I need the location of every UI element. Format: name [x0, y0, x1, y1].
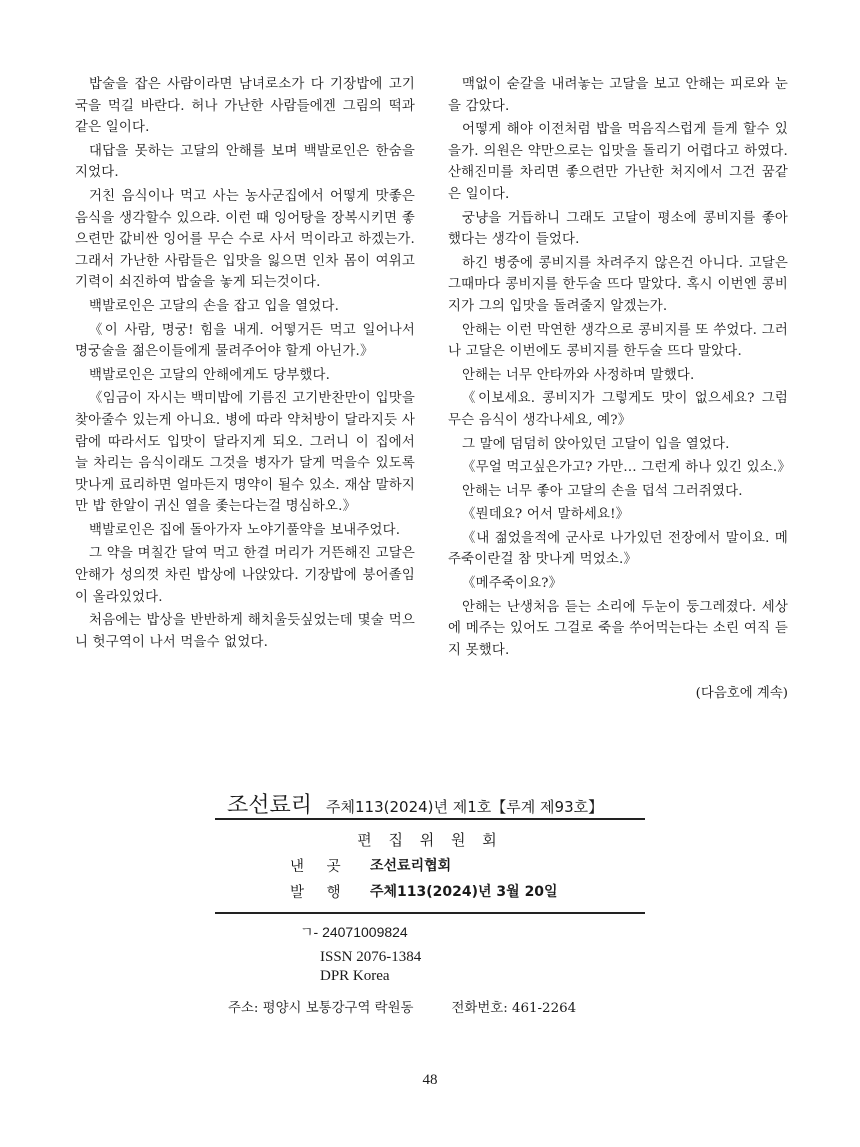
publish-date-label: 발 행: [290, 885, 350, 901]
paragraph: 거친 음식이나 먹고 사는 농사군집에서 어떻게 맛좋은 음식을 생각할수 있으랴. 이런 때 잉어탕을 장복시키면 좋으련만 값비싼 잉어를 무슨 수로 사서 먹이라고 하겠는가. 그래서 가난한 사람들은 입맛을 잃으면 인차 몸이 여위고 기력이 쇠진하여 밥술을 놓게 되는것이다.: [75, 188, 415, 291]
paragraph: 어떻게 해야 이전처럼 밥을 먹음직스럽게 들게 할수 있을가. 의원은 약만으로는 입맛을 돌리기 어렵다고 하였다. 산해진미를 차리면 좋으련만 가난한 처지에서 그건 꿈같은 일이다.: [448, 122, 788, 202]
issue-number: 주체113(2024)년 제1호【루계 제93호】: [326, 798, 604, 816]
publisher-label: 낸 곳: [290, 859, 350, 875]
page-number: 48: [422, 1072, 438, 1088]
paragraph: 그 약을 며칠간 달여 먹고 한결 머리가 거뜬해진 고달은 안해가 성의껏 차린 밥상에 나앉았다. 기장밥에 붕어졸임이 올라있었다.: [75, 546, 415, 605]
masthead: [215, 788, 645, 914]
paragraph: 백발로인은 고달의 안해에게도 당부했다.: [89, 367, 331, 383]
issn-block: [320, 948, 421, 986]
dialogue-paragraph: 《임금이 자시는 백미밥에 기름진 고기반찬만이 입맛을 찾아줄수 있는게 아니요. 병에 따라 약처방이 달라지듯 사람에 따라서도 입맛이 달라지게 되오. 그러니 이 집에서 늘 차리는 음식이래도 그것을 병자가 달게 먹을수 있도록 맛나게 료리하면 얼마든지 명약이 될수 있소. 재삼 말하지만 밥 한알이 귀신 열을 좇는다는걸 명심하오.》: [75, 391, 415, 515]
paragraph: 밥술을 잡은 사람이라면 남녀로소가 다 기장밥에 고기국을 먹길 바란다. 허나 가난한 사람들에겐 그림의 떡과 같은 일이다.: [75, 77, 415, 136]
dialogue-paragraph: 《뭔데요? 어서 말하세요!》: [462, 507, 630, 523]
masthead-divider: [215, 912, 645, 914]
to-be-continued-note: (다음호에 계속): [695, 686, 788, 701]
article-right-column: [448, 74, 791, 663]
publisher-row: [215, 855, 645, 876]
paragraph: 백발로인은 고달의 손을 잡고 입을 열었다.: [89, 298, 340, 314]
dialogue-paragraph: 《무얼 먹고싶은가고? 가만… 그런게 하나 있긴 있소.》: [462, 460, 791, 476]
address: 주소: 평양시 보통강구역 락원동: [228, 1001, 414, 1016]
dialogue-paragraph: 《메주죽이요?》: [462, 576, 563, 592]
address-line: [228, 997, 576, 1016]
publish-date-value: 주체113(2024)년 3월 20일: [370, 884, 558, 900]
paragraph: 그 말에 덤덤히 앉아있던 고달이 입을 열었다.: [462, 436, 730, 452]
registration-code: ㄱ- 24071009824: [300, 924, 408, 940]
article-left-column: [75, 74, 415, 655]
paragraph: 맥없이 숟갈을 내려놓는 고달을 보고 안해는 피로와 눈을 감았다.: [448, 77, 788, 114]
paragraph: 안해는 난생처음 듣는 소리에 두눈이 둥그레졌다. 세상에 메주는 있어도 그걸로 죽을 쑤어먹는다는 소린 여직 듣지 못했다.: [448, 599, 788, 658]
magazine-name: 조선료리: [227, 793, 313, 818]
phone-number: 전화번호: 461-2264: [451, 1001, 577, 1016]
dialogue-paragraph: 《이보세요. 콩비지가 그렇게도 맛이 없으세요? 그럼 무슨 음식이 생각나세요, 예?》: [448, 391, 788, 428]
editorial-board-heading: 편 집 위 원 회: [357, 831, 503, 849]
paragraph: 안해는 이런 막연한 생각으로 콩비지를 또 쑤었다. 그러나 고달은 이번에도 콩비지를 한두술 뜨다 말았다.: [448, 322, 788, 360]
paragraph: 안해는 너무 안타까와 사정하며 말했다.: [462, 367, 695, 383]
publisher-value: 조선료리협회: [370, 858, 452, 874]
paragraph: 백발로인은 집에 돌아가자 노야기풀약을 보내주었다.: [89, 522, 401, 538]
paragraph: 처음에는 밥상을 반반하게 해치울듯싶었는데 몇술 먹으니 헛구역이 나서 먹을수 없었다.: [75, 613, 415, 650]
country: DPR Korea: [320, 968, 390, 984]
publish-date-row: [215, 881, 645, 902]
paragraph: 대답을 못하는 고달의 안해를 보며 백발로인은 한숨을 지었다.: [75, 143, 415, 181]
dialogue-paragraph: 《이 사람, 명궁! 힘을 내게. 어떻거든 먹고 일어나서 명궁술을 젊은이들에게 물려주어야 할게 아닌가.》: [75, 322, 415, 360]
paragraph: 궁냥을 거듭하니 그래도 고달이 평소에 콩비지를 좋아했다는 생각이 들었다.: [448, 210, 788, 248]
issn-number: ISSN 2076-1384: [320, 949, 422, 965]
paragraph: 안해는 너무 좋아 고달의 손을 덥석 그러쥐였다.: [462, 483, 743, 499]
paragraph: 하긴 병중에 콩비지를 차려주지 않은건 아니다. 고달은 그때마다 콩비지를 한두술 뜨다 말았다. 혹시 이번엔 콩비지가 그의 입맛을 돌려줄지 알겠는가.: [448, 255, 788, 314]
masthead-title-row: [215, 788, 645, 818]
dialogue-paragraph: 《내 젊었을적에 군사로 나가있던 전장에서 말이요. 메주죽이란걸 참 맛나게 먹었소.》: [448, 530, 788, 568]
